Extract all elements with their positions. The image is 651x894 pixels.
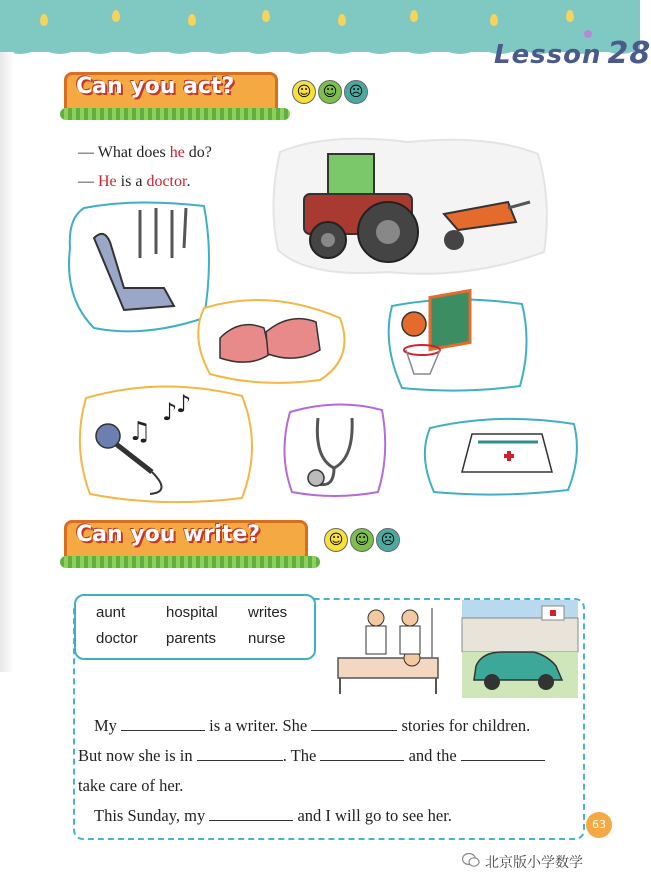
- answer-pronoun: He: [98, 173, 117, 190]
- answer-line: [78, 173, 190, 191]
- text: This Sunday, my: [94, 806, 206, 825]
- grass-strip: [60, 108, 290, 120]
- text: My: [94, 716, 117, 735]
- ballet-shoes-picture[interactable]: [190, 288, 355, 388]
- lesson-heading: [494, 36, 651, 71]
- basketball-icon: [402, 312, 426, 336]
- lesson-number: 28: [607, 36, 651, 71]
- raindrop-icon: [40, 14, 48, 26]
- farmer-tractor-picture[interactable]: [268, 132, 553, 280]
- page-gutter: [0, 52, 14, 672]
- hospital-bed-illustration: [334, 602, 444, 698]
- question-text: What does: [94, 144, 170, 161]
- answer-period: .: [186, 173, 191, 190]
- neutral-face-icon[interactable]: ☺: [318, 80, 342, 104]
- tractor-cab-icon: [328, 154, 374, 198]
- hospital-building-icon: [462, 618, 578, 652]
- word-bank: [74, 594, 316, 660]
- raindrop-icon: [566, 10, 574, 22]
- nurse-figure-icon: [402, 610, 418, 626]
- self-rating-faces[interactable]: [292, 80, 368, 104]
- lesson-label: Lesson: [494, 40, 602, 70]
- blank-field[interactable]: [311, 716, 397, 731]
- word-bank-item: aunt: [96, 604, 126, 621]
- word-bank-item: doctor: [96, 630, 138, 647]
- doctor-figure-icon: [368, 610, 384, 626]
- text: take care of her.: [78, 776, 184, 795]
- question-text-end: do?: [184, 144, 212, 161]
- raindrop-icon: [490, 14, 498, 26]
- happy-face-icon[interactable]: ☺: [292, 80, 316, 104]
- singer-microphone-picture[interactable]: [72, 376, 262, 506]
- act-banner: [64, 72, 286, 116]
- bed-icon: [338, 658, 438, 678]
- question-pronoun: he: [169, 144, 185, 161]
- neutral-face-icon[interactable]: ☺: [350, 528, 374, 552]
- text: and I will go to see her.: [297, 806, 452, 825]
- sad-face-icon[interactable]: ☹: [344, 80, 368, 104]
- svg-text:♪: ♪: [162, 398, 178, 426]
- music-notes-icon: ♫: [128, 417, 152, 447]
- raindrop-icon: [188, 14, 196, 26]
- dash: —: [78, 144, 94, 161]
- sad-face-icon[interactable]: ☹: [376, 528, 400, 552]
- watermark-text: 北京版小学数学: [485, 855, 583, 871]
- raindrop-icon: [262, 10, 270, 22]
- page-number: 63: [586, 812, 612, 838]
- backboard-icon: [430, 290, 470, 349]
- svg-text:♪: ♪: [176, 390, 192, 418]
- dash: —: [78, 173, 94, 190]
- write-title: Can you write?: [76, 522, 261, 547]
- blank-field[interactable]: [209, 806, 293, 821]
- happy-face-icon[interactable]: ☺: [324, 528, 348, 552]
- raindrop-icon: [410, 10, 418, 22]
- nurse-cap-picture[interactable]: [418, 412, 582, 498]
- blank-field[interactable]: [121, 716, 205, 731]
- sentence-line-3: [78, 776, 183, 796]
- text: and the: [408, 746, 457, 765]
- stethoscope-picture[interactable]: [278, 398, 390, 500]
- blank-field[interactable]: [320, 746, 404, 761]
- write-banner: [64, 520, 316, 564]
- word-bank-item: writes: [248, 604, 288, 621]
- blank-field[interactable]: [461, 746, 545, 761]
- sentence-line-2: [78, 746, 545, 766]
- grass-strip: [60, 556, 320, 568]
- word-bank-item: parents: [166, 630, 217, 647]
- word-bank-item: nurse: [248, 630, 286, 647]
- word-bank-item: hospital: [166, 604, 218, 621]
- wechat-icon: [462, 852, 480, 868]
- sentence-line-1: [78, 716, 530, 736]
- hospital-car-illustration: [462, 600, 578, 698]
- text: . The: [282, 746, 317, 765]
- text: But now she is in: [78, 746, 193, 765]
- question-line: [78, 144, 212, 162]
- blank-field[interactable]: [197, 746, 283, 761]
- answer-text: is a: [116, 173, 147, 190]
- raindrop-icon: [112, 10, 120, 22]
- sentence-line-4: [78, 806, 452, 826]
- self-rating-faces[interactable]: [324, 528, 400, 552]
- text: is a writer. She: [209, 716, 308, 735]
- raindrop-icon: [338, 14, 346, 26]
- act-title: Can you act?: [76, 74, 235, 99]
- answer-job: doctor: [146, 173, 187, 190]
- basketball-picture[interactable]: [382, 294, 532, 394]
- text: stories for children.: [401, 716, 531, 735]
